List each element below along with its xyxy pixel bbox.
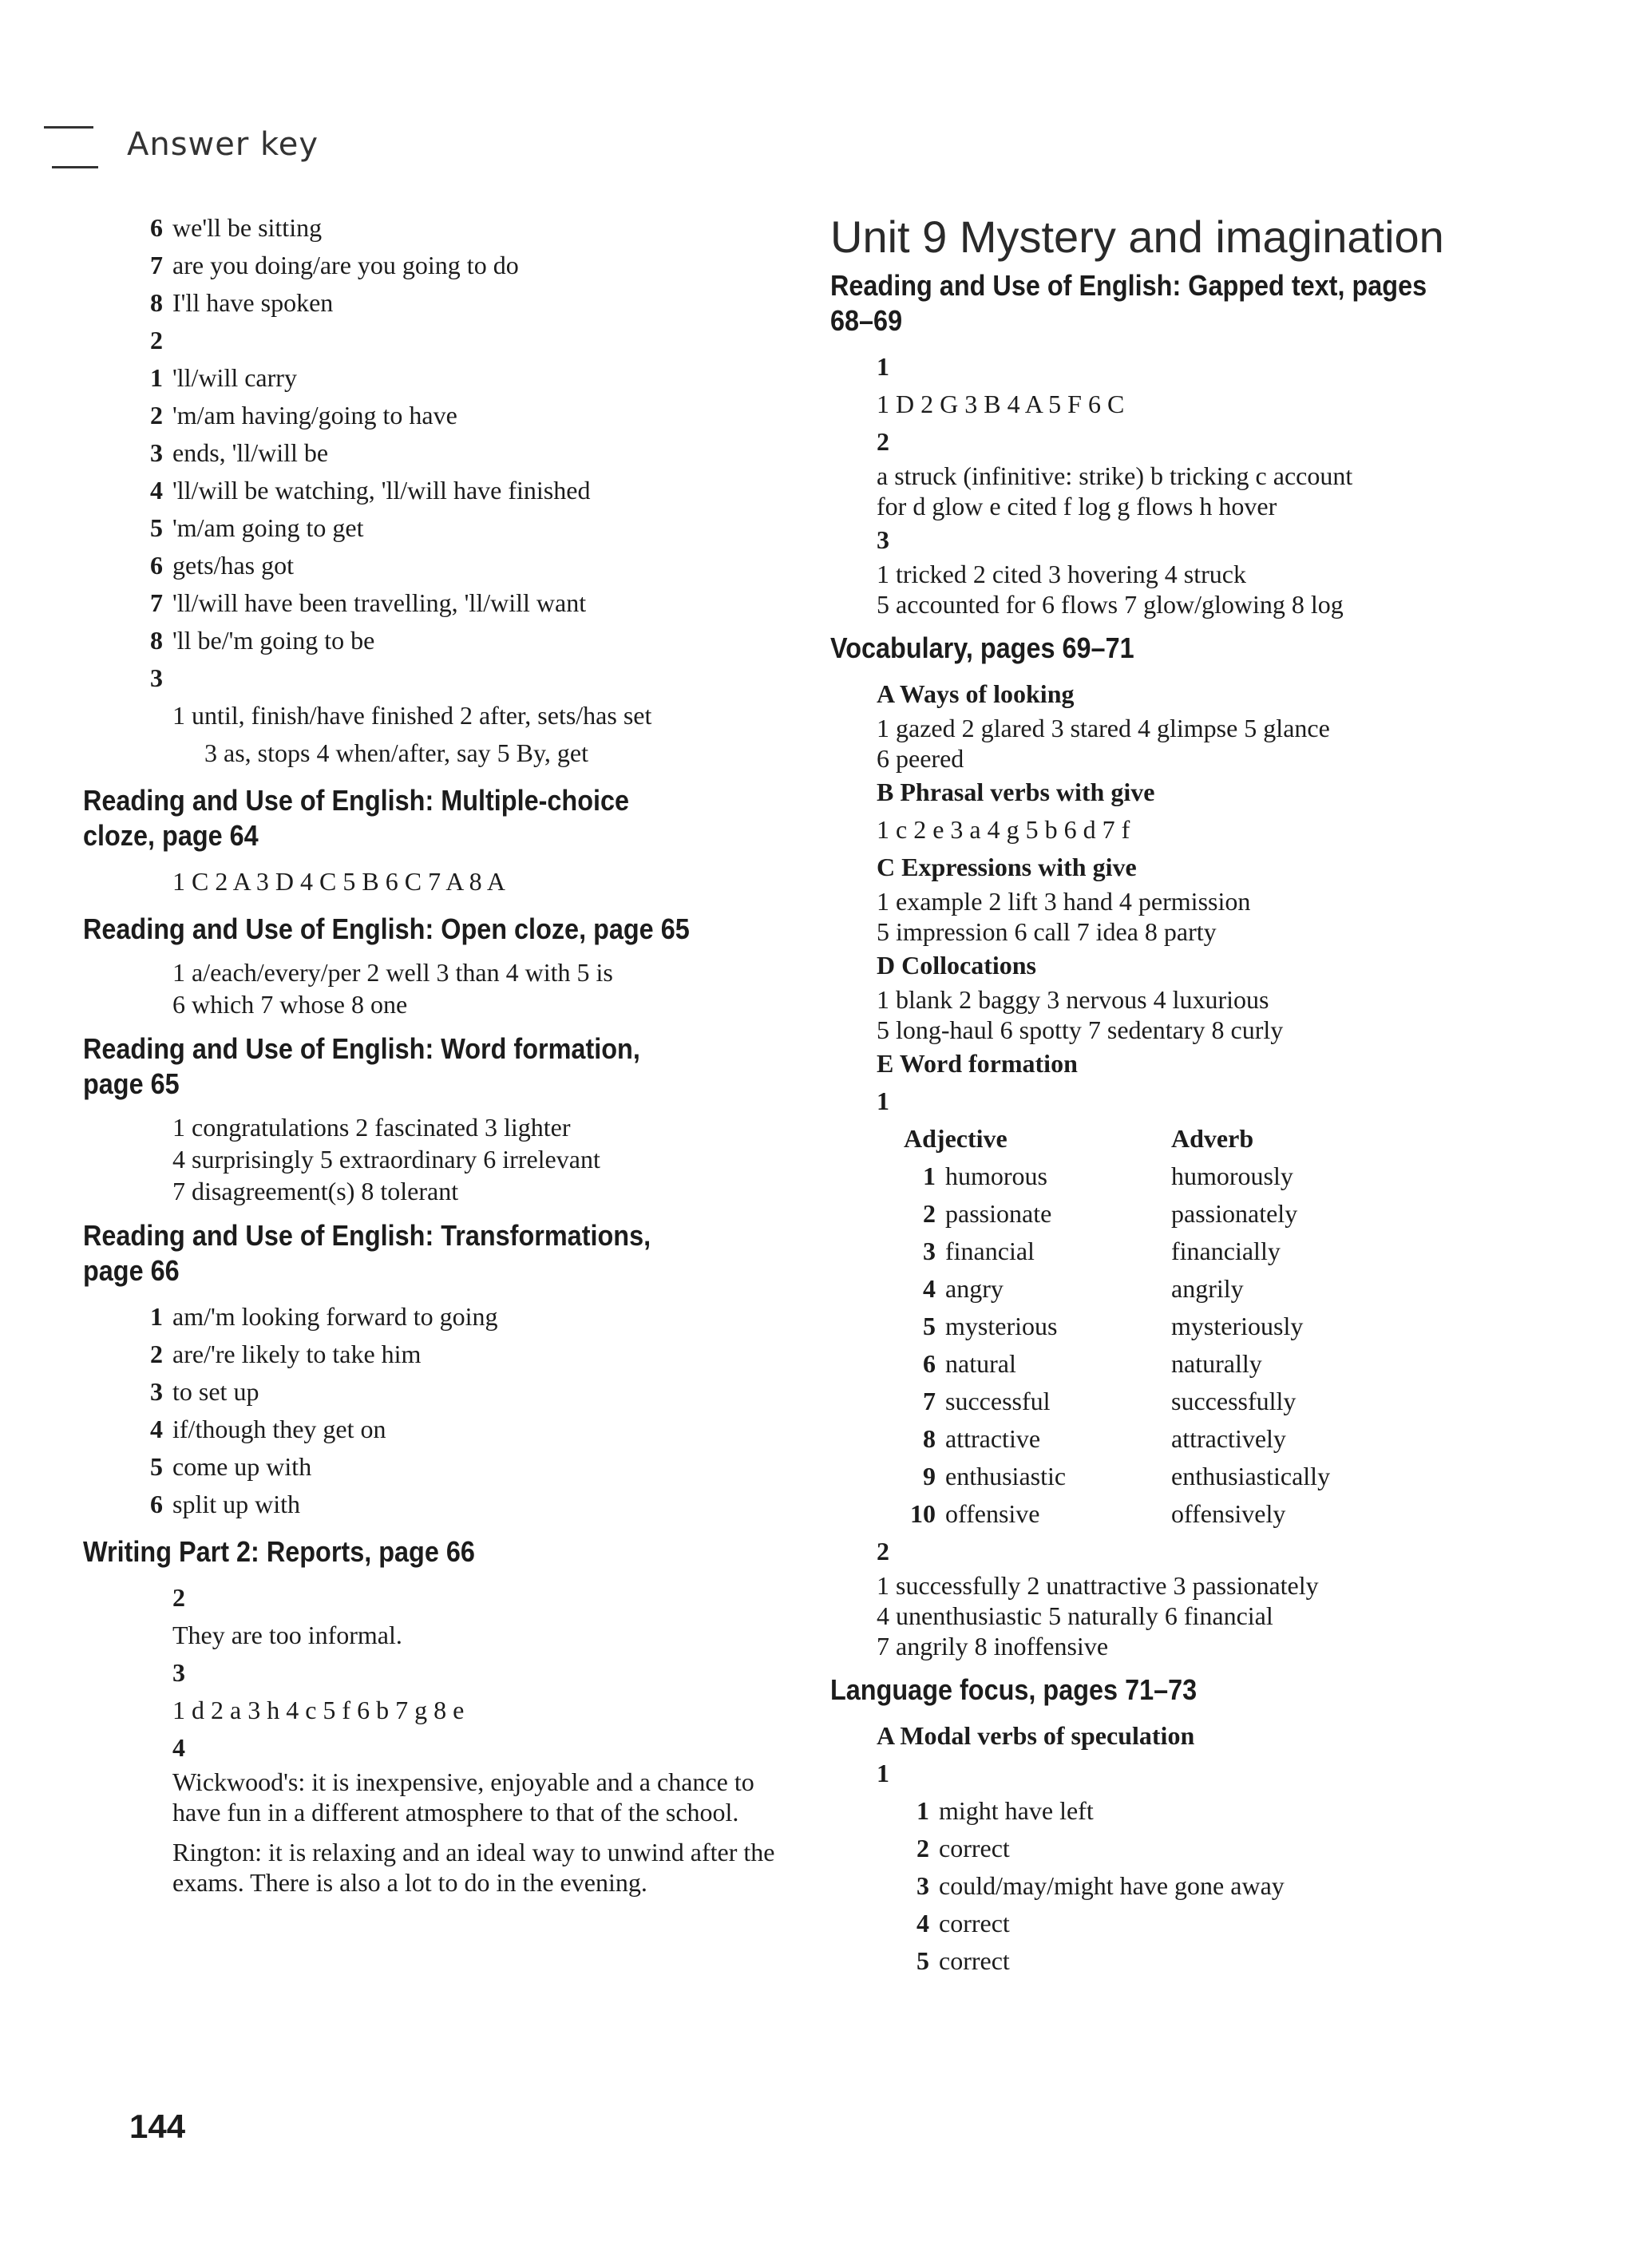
exercise-number: 2 [150, 326, 163, 354]
answer-text: 'll/will carry [172, 363, 297, 392]
answer-line: 5 accounted for 6 flows 7 glow/glowing 8 log [877, 590, 1344, 619]
answer-line: 7 disagreement(s) 8 tolerant [172, 1177, 459, 1205]
answer-line: 5 long-haul 6 spotty 7 sedentary 8 curly [877, 1015, 1284, 1044]
page-number: 144 [129, 2108, 186, 2145]
item-number: 1 [150, 1302, 163, 1331]
item-number: 6 [150, 1490, 163, 1518]
answer-line: 3 as, stops 4 when/after, say 5 By, get [204, 738, 588, 767]
item-number: 5 [916, 1946, 929, 1975]
table-cell: naturally [1171, 1349, 1262, 1378]
table-cell: 1 humorous [923, 1162, 1047, 1190]
table-cell: humorously [1171, 1162, 1293, 1190]
exercise-number: 3 [877, 525, 889, 554]
item-number: 6 [150, 551, 163, 580]
exercise-number: 1 [877, 1759, 889, 1787]
table-cell: financially [1171, 1237, 1281, 1265]
answer-line: 4 surprisingly 5 extraordinary 6 irrelevant [172, 1145, 600, 1174]
table-cell: 4 angry [923, 1274, 1004, 1303]
answer-line: 7 angrily 8 inoffensive [877, 1632, 1109, 1660]
answer-text: 'm/am going to get [172, 513, 364, 542]
answer-text: are/'re likely to take him [172, 1340, 422, 1368]
answer-line: 6 which 7 whose 8 one [172, 990, 408, 1019]
answer-text: I'll have spoken [172, 288, 334, 317]
answer-line: 5 impression 6 call 7 idea 8 party [877, 917, 1217, 946]
item-number: 8 [150, 626, 163, 655]
answer-line: a struck (infinitive: strike) b tricking c account [877, 461, 1353, 490]
exercise-number: 1 [877, 352, 889, 381]
item-number: 8 [150, 288, 163, 317]
item-number: 1 [916, 1796, 929, 1825]
answer-text: are you doing/are you going to do [172, 251, 519, 279]
exercise-number: 3 [150, 663, 163, 692]
page-header [44, 110, 523, 182]
table-cell: 9 enthusiastic [923, 1462, 1067, 1490]
answer-text: might have left [939, 1796, 1094, 1825]
section-heading: Writing Part 2: Reports, page 66 [83, 1535, 475, 1568]
item-number: 7 [150, 588, 163, 617]
answer-line: 1 blank 2 baggy 3 nervous 4 luxurious [877, 985, 1269, 1014]
answer-text: split up with [172, 1490, 301, 1518]
exercise-number: 2 [877, 427, 889, 456]
item-number: 7 [150, 251, 163, 279]
exercise-number: 3 [172, 1658, 185, 1687]
table-cell: 7 successful [923, 1387, 1051, 1415]
answer-line: for d glow e cited f log g flows h hover [877, 492, 1277, 520]
table-cell: passionately [1171, 1199, 1298, 1228]
exercise-number: 2 [877, 1537, 889, 1565]
right-column [830, 209, 1517, 1980]
item-number: 3 [916, 1871, 929, 1900]
answer-text: to set up [172, 1377, 259, 1406]
answer-text: correct [939, 1946, 1010, 1975]
table-header-adjective: Adjective [904, 1124, 1008, 1153]
answer-line: 1 successfully 2 unattractive 3 passionately [877, 1571, 1319, 1600]
subsection-heading: A Modal verbs of speculation [877, 1721, 1195, 1750]
item-number: 1 [150, 363, 163, 392]
item-number: 4 [150, 1415, 163, 1443]
answer-line: 1 congratulations 2 fascinated 3 lighter [172, 1113, 571, 1142]
section-heading: Reading and Use of English: Word formation, page 65 [83, 1032, 640, 1100]
item-number: 4 [916, 1909, 929, 1937]
word-formation-table [830, 1120, 1517, 1533]
item-number: 3 [150, 1377, 163, 1406]
table-cell: 6 natural [923, 1349, 1016, 1378]
answer-line: They are too informal. [172, 1621, 402, 1649]
table-cell: 8 attractive [923, 1424, 1041, 1453]
table-cell: 5 mysterious [923, 1312, 1058, 1340]
section-heading: Reading and Use of English: Multiple-choice cloze, page 64 [83, 784, 630, 852]
header-rule [44, 126, 93, 129]
item-number: 5 [150, 1452, 163, 1481]
table-cell: successfully [1171, 1387, 1297, 1415]
answer-line: 1 d 2 a 3 h 4 c 5 f 6 b 7 g 8 e [172, 1696, 465, 1724]
answer-text: gets/has got [172, 551, 294, 580]
item-number: 3 [150, 438, 163, 467]
answer-line: 1 C 2 A 3 D 4 C 5 B 6 C 7 A 8 A [172, 867, 505, 896]
answer-text: 'll be/'m going to be [172, 626, 375, 655]
item-number: 2 [150, 1340, 163, 1368]
answer-text: am/'m looking forward to going [172, 1302, 498, 1331]
subsection-heading: D Collocations [877, 951, 1036, 980]
answer-text: come up with [172, 1452, 312, 1481]
item-number: 5 [150, 513, 163, 542]
item-number: 2 [150, 401, 163, 429]
answer-line: 1 D 2 G 3 B 4 A 5 F 6 C [877, 390, 1125, 418]
section-heading: Vocabulary, pages 69–71 [830, 631, 1134, 664]
answer-text: 'll/will be watching, 'll/will have finished [172, 476, 591, 505]
header-rule [52, 166, 98, 168]
answer-text: could/may/might have gone away [939, 1871, 1285, 1900]
answer-text: ends, 'll/will be [172, 438, 329, 467]
subsection-heading: C Expressions with give [877, 853, 1137, 881]
table-cell: mysteriously [1171, 1312, 1304, 1340]
table-cell: 10 offensive [910, 1499, 1040, 1528]
item-number: 4 [150, 476, 163, 505]
answer-text: 'll/will have been travelling, 'll/will want [172, 588, 587, 617]
answer-line: 1 gazed 2 glared 3 stared 4 glimpse 5 glance [877, 714, 1330, 742]
answer-line: 4 unenthusiastic 5 naturally 6 financial [877, 1601, 1273, 1630]
table-cell: offensively [1171, 1499, 1286, 1528]
subsection-heading: A Ways of looking [877, 679, 1075, 708]
header-title: Answer key [127, 126, 319, 163]
table-cell: 3 financial [923, 1237, 1035, 1265]
table-cell: attractively [1171, 1424, 1286, 1453]
answer-text: correct [939, 1909, 1010, 1937]
answer-text: we'll be sitting [172, 213, 323, 242]
answer-line: 1 example 2 lift 3 hand 4 permission [877, 887, 1251, 916]
exercise-number: 1 [877, 1087, 889, 1115]
section-heading: Reading and Use of English: Gapped text, pages 68–69 [830, 269, 1427, 337]
answer-paragraph: Wickwood's: it is inexpensive, enjoyable and a chance to have fun in a different atmosphere to that of the school. [172, 1767, 754, 1827]
answer-text: 'm/am having/going to have [172, 401, 457, 429]
subsection-heading: B Phrasal verbs with give [877, 778, 1155, 806]
item-number: 2 [916, 1834, 929, 1862]
answer-paragraph: Rington: it is relaxing and an ideal way to unwind after the exams. There is also a lot to do in the evening. [172, 1838, 775, 1897]
exercise-number: 2 [172, 1583, 185, 1612]
exercise-number: 4 [172, 1733, 185, 1762]
table-cell: enthusiastically [1171, 1462, 1331, 1490]
answer-line: 1 until, finish/have finished 2 after, sets/has set [172, 701, 652, 730]
table-header-adverb: Adverb [1171, 1124, 1254, 1153]
answer-line: 1 tricked 2 cited 3 hovering 4 struck [877, 560, 1246, 588]
table-cell: 2 passionate [923, 1199, 1052, 1228]
answer-text: if/though they get on [172, 1415, 386, 1443]
answer-line: 1 a/each/every/per 2 well 3 than 4 with 5 is [172, 958, 613, 987]
section-heading: Reading and Use of English: Open cloze, page 65 [83, 912, 690, 945]
left-column [83, 209, 814, 1907]
section-heading: Language focus, pages 71–73 [830, 1673, 1198, 1706]
subsection-heading: E Word formation [877, 1049, 1078, 1078]
answer-text: correct [939, 1834, 1010, 1862]
answer-line: 1 c 2 e 3 a 4 g 5 b 6 d 7 f [877, 815, 1130, 844]
unit-title: Unit 9 Mystery and imagination [830, 212, 1444, 262]
answer-line: 6 peered [877, 744, 964, 773]
table-cell: angrily [1171, 1274, 1244, 1303]
item-number: 6 [150, 213, 163, 242]
section-heading: Reading and Use of English: Transformations, page 66 [83, 1219, 651, 1287]
